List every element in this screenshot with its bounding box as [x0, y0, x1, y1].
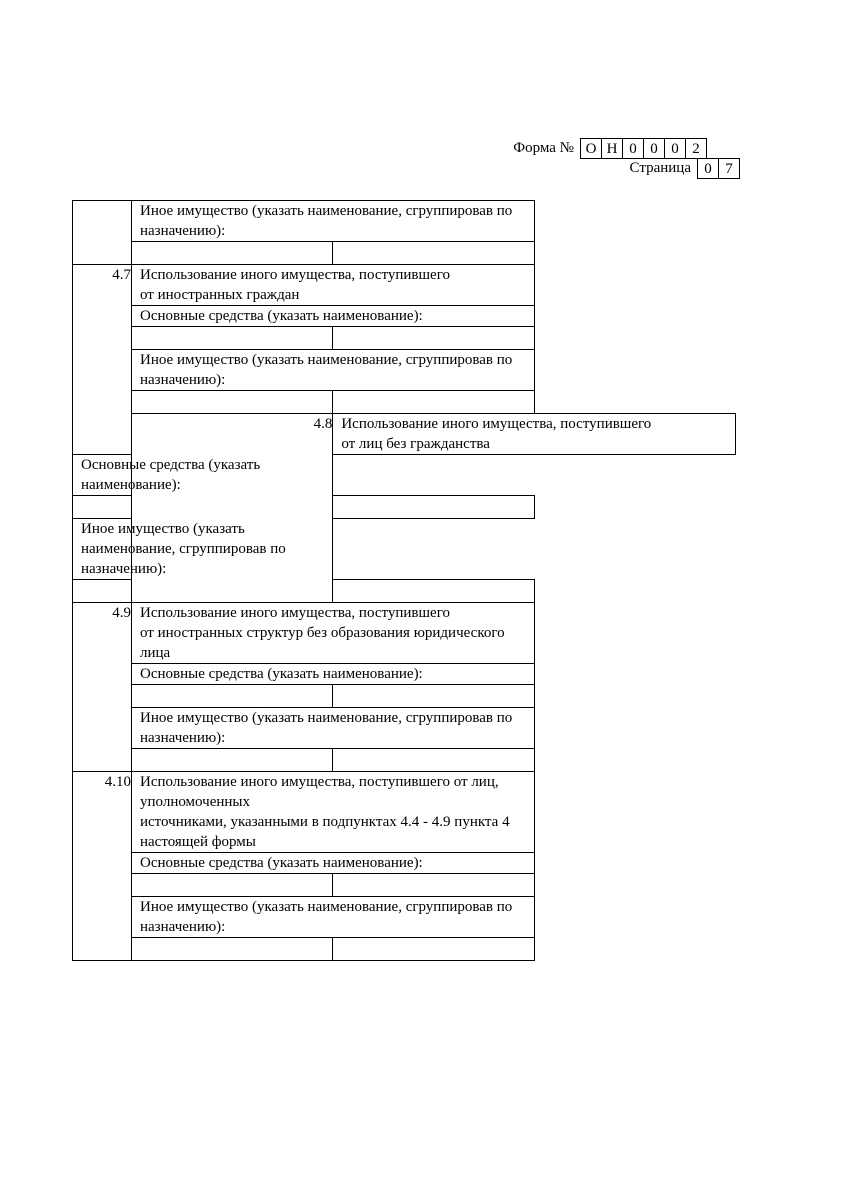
form-code-cell: 0	[643, 138, 665, 159]
section-title-line: Использование иного имущества, поступившего	[140, 605, 450, 621]
table-row	[73, 853, 736, 874]
page-number-label: Страница	[629, 160, 691, 176]
table-row	[73, 242, 736, 265]
table-row	[73, 306, 736, 327]
table-row	[73, 519, 736, 580]
other-property-label: Иное имущество (указать наименование, сгруппировав по назначению):	[132, 350, 535, 391]
form-header	[500, 138, 740, 179]
section-number: 4.7	[73, 265, 132, 455]
section-title-line: Использование иного имущества, поступившего	[341, 416, 652, 432]
fixed-assets-label: Основные средства (указать наименование):	[132, 664, 535, 685]
other-property-label: Иное имущество (указать наименование, сгруппировав по назначению):	[132, 708, 535, 749]
section-title	[132, 772, 535, 853]
value-input-cell[interactable]	[333, 685, 534, 708]
section-number	[73, 201, 132, 265]
fixed-assets-label: Основные средства (указать наименование):	[132, 853, 535, 874]
name-input-cell[interactable]	[132, 391, 333, 414]
table-row	[73, 350, 736, 391]
form-code-cell: О	[580, 138, 602, 159]
table-row	[73, 708, 736, 749]
page-number-cell: 7	[718, 158, 740, 179]
table-row	[73, 455, 736, 496]
section-number: 4.9	[73, 603, 132, 772]
name-input-cell[interactable]	[132, 242, 333, 265]
table-row	[73, 664, 736, 685]
form-code-cell: 2	[685, 138, 707, 159]
other-property-label: Иное имущество (указать наименование, сгруппировав по назначению):	[132, 201, 535, 242]
table-row	[73, 391, 736, 414]
value-input-cell[interactable]	[333, 327, 534, 350]
property-usage-table	[72, 200, 736, 961]
table-row	[73, 414, 736, 455]
name-input-cell[interactable]	[73, 496, 132, 519]
page-number-cells	[697, 158, 740, 179]
name-input-cell[interactable]	[132, 749, 333, 772]
form-code-cell: Н	[601, 138, 623, 159]
form-number-label: Форма №	[513, 140, 574, 156]
form-number-row	[500, 138, 740, 159]
fixed-assets-label: Основные средства (указать наименование):	[73, 455, 333, 496]
section-title	[132, 603, 535, 664]
table-row	[73, 874, 736, 897]
table-row	[73, 603, 736, 664]
section-title	[333, 414, 736, 455]
section-title-line: от иностранных структур без образования юридического лица	[140, 625, 505, 661]
table-row	[73, 938, 736, 961]
table-row	[73, 749, 736, 772]
section-title-line: Использование иного имущества, поступившего от лиц, уполномоченных	[140, 774, 499, 810]
name-input-cell[interactable]	[132, 327, 333, 350]
value-input-cell[interactable]	[333, 242, 534, 265]
form-code-cells	[580, 138, 740, 159]
value-input-cell[interactable]	[333, 938, 534, 961]
form-code-cell: 0	[664, 138, 686, 159]
section-title-line: источниками, указанными в подпунктах 4.4 - 4.9 пункта 4 настоящей формы	[140, 814, 510, 850]
form-code-cell: 0	[622, 138, 644, 159]
section-title	[132, 265, 535, 306]
table-row	[73, 772, 736, 853]
table-row	[73, 201, 736, 242]
table-row	[73, 897, 736, 938]
name-input-cell[interactable]	[73, 580, 132, 603]
other-property-label: Иное имущество (указать наименование, сгруппировав по назначению):	[73, 519, 333, 580]
page-number-row	[500, 158, 740, 179]
value-input-cell[interactable]	[333, 874, 534, 897]
section-number: 4.8	[132, 414, 333, 603]
table-row	[73, 685, 736, 708]
name-input-cell[interactable]	[132, 685, 333, 708]
value-input-cell[interactable]	[333, 749, 534, 772]
fixed-assets-label: Основные средства (указать наименование):	[132, 306, 535, 327]
value-input-cell[interactable]	[333, 391, 534, 414]
other-property-label: Иное имущество (указать наименование, сгруппировав по назначению):	[132, 897, 535, 938]
table-row	[73, 265, 736, 306]
value-input-cell[interactable]	[333, 496, 534, 519]
name-input-cell[interactable]	[132, 938, 333, 961]
value-input-cell[interactable]	[333, 580, 534, 603]
section-title-line: от иностранных граждан	[140, 287, 300, 303]
table-row	[73, 327, 736, 350]
name-input-cell[interactable]	[132, 874, 333, 897]
section-title-line: Использование иного имущества, поступившего	[140, 267, 450, 283]
page-number-cell: 0	[697, 158, 719, 179]
section-title-line: от лиц без гражданства	[341, 436, 490, 452]
section-number: 4.10	[73, 772, 132, 961]
